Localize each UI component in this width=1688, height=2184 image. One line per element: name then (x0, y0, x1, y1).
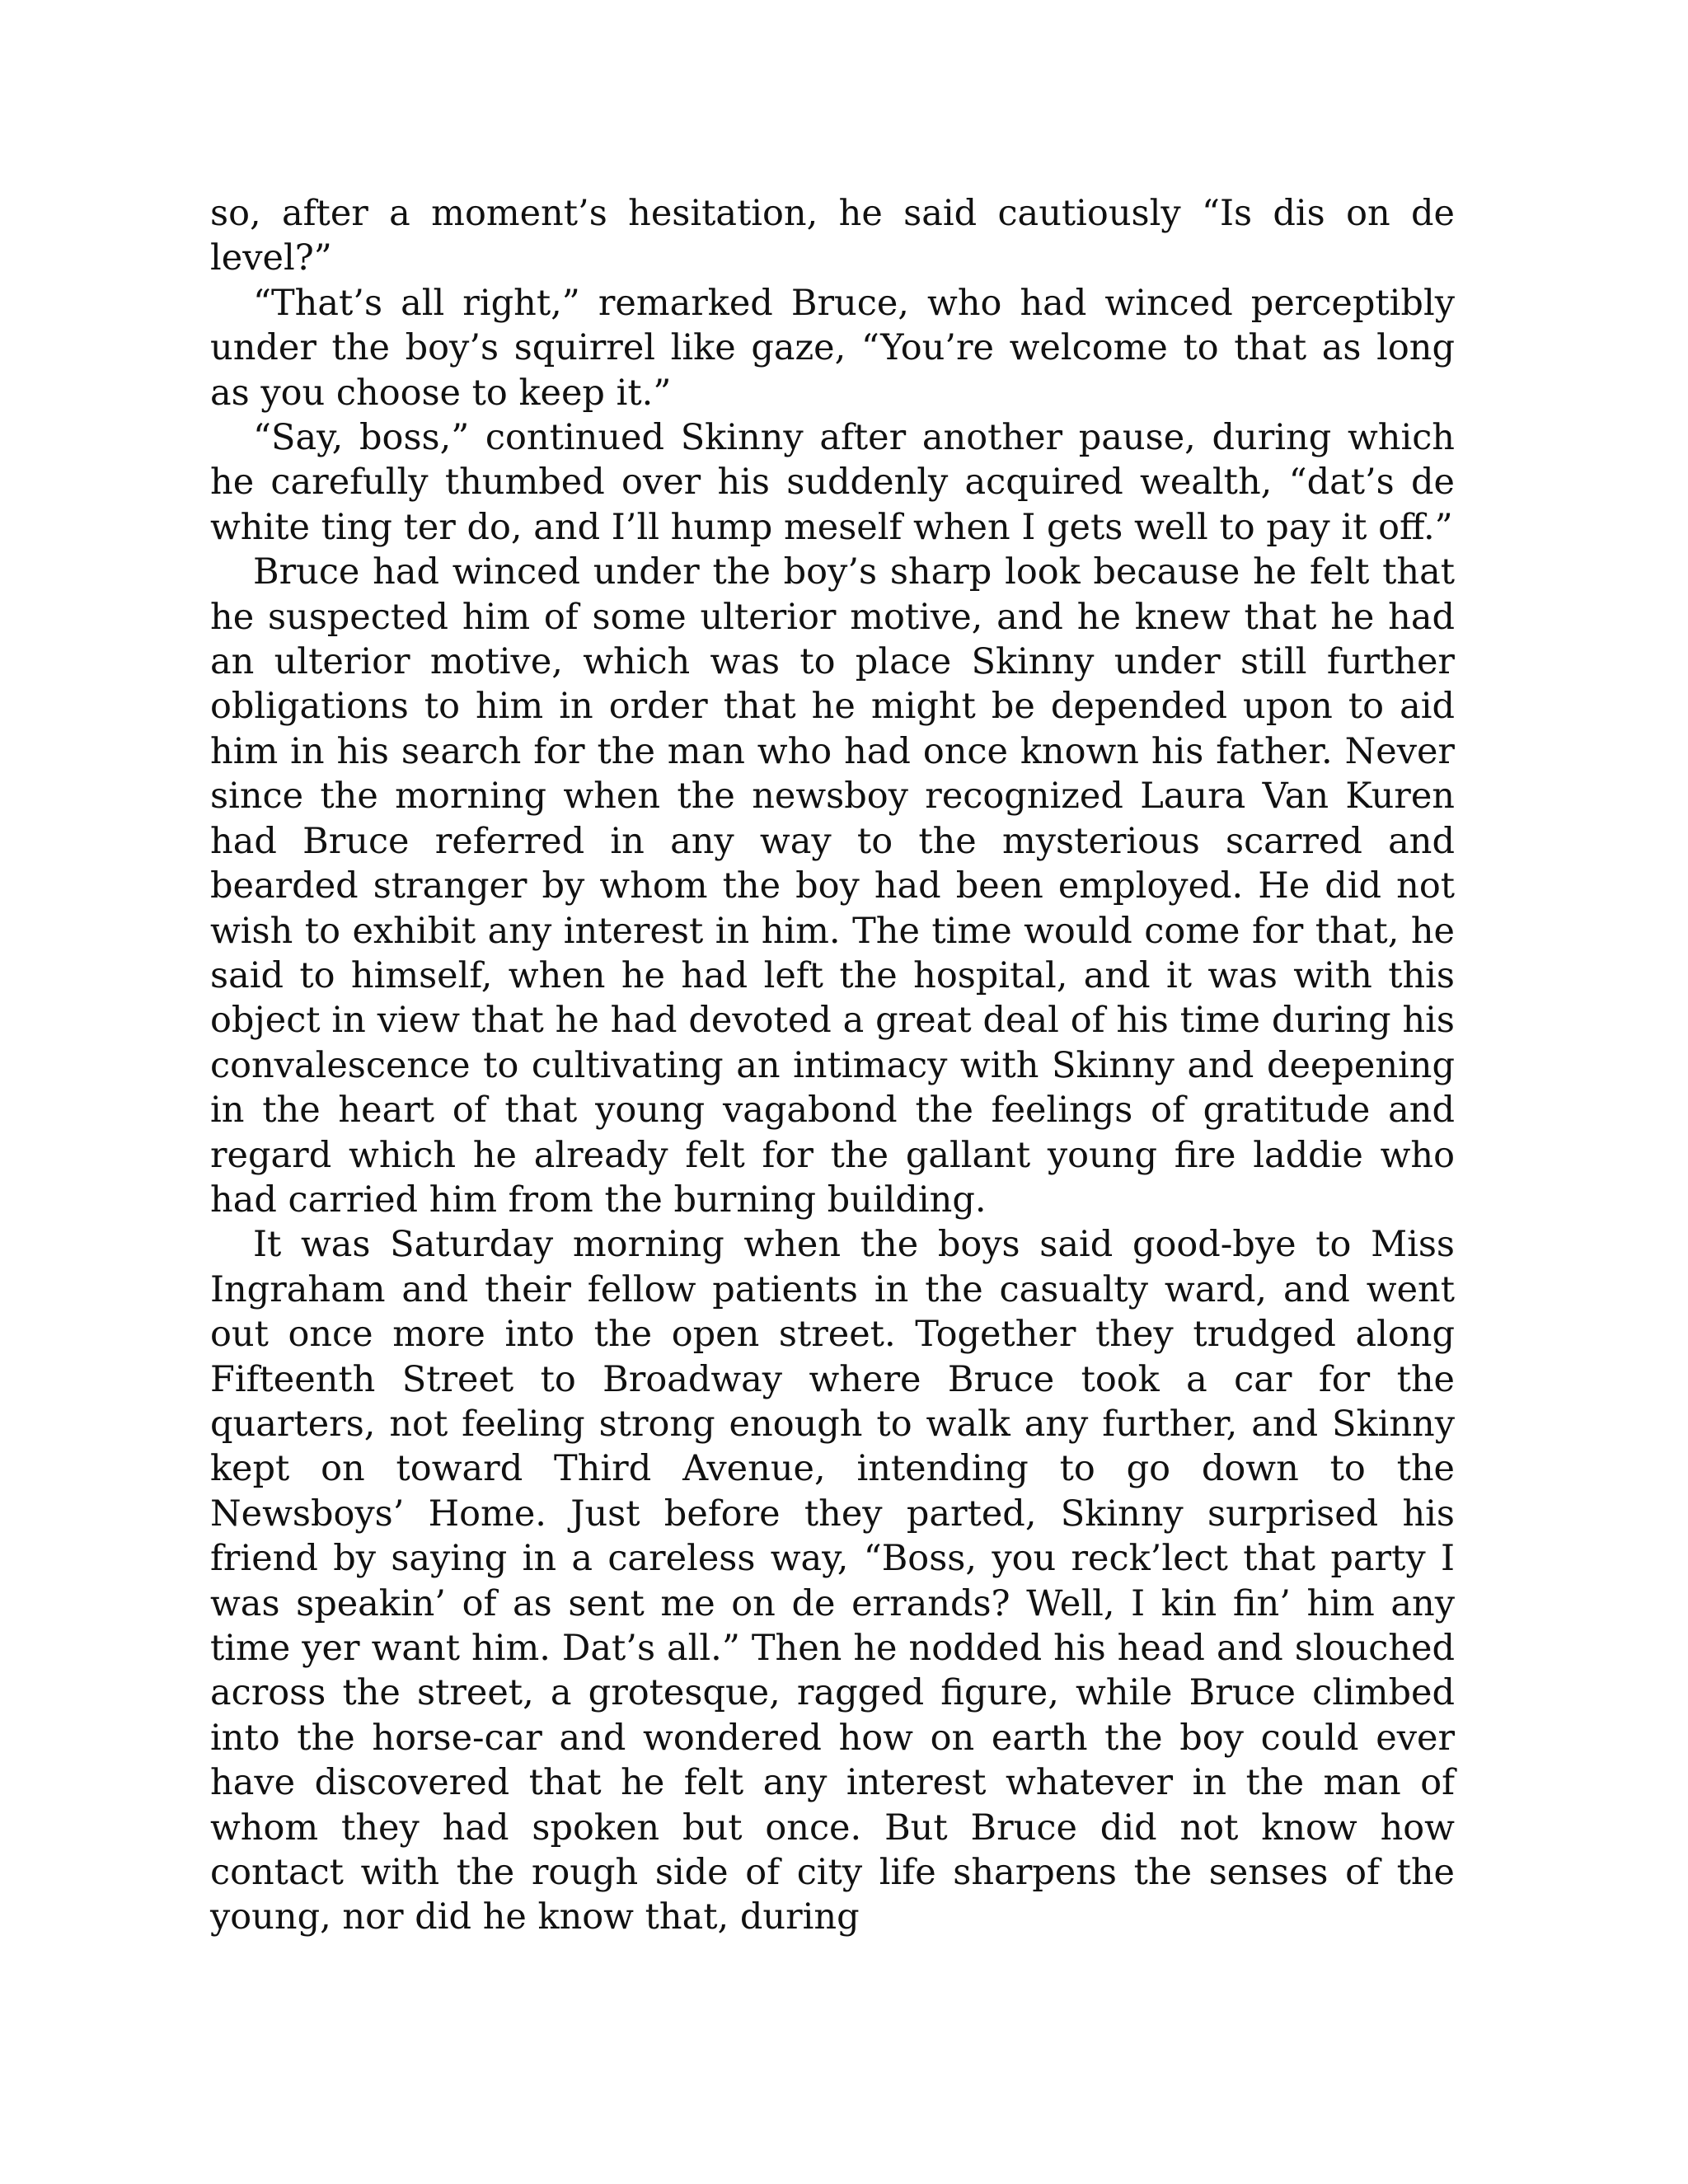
paragraph-5: It was Saturday morning when the boys said good-bye to Miss Ingraham and their fellow patients in the casualty ward, and went out once more into the open street. Together they trudged along Fifteenth Street to Broadway where Bruce took a car for the quarters, not feeling strong enough to walk any further, and Skinny kept on toward Third Avenue, intending to go down to the Newsboys’ Home. Just before they parted, Skinny surprised his friend by saying in a careless way, “Boss, you reck’lect that party I was speakin’ of as sent me on de errands? Well, I kin fin’ him any time yer want him. Dat’s all.” Then he nodded his head and slouched across the street, a grotesque, ragged figure, while Bruce climbed into the horse-car and wondered how on earth the boy could ever have discovered that he felt any interest whatever in the man of whom they had spoken but once. But Bruce did not know how contact with the rough side of city life sharpens the senses of the young, nor did he know that, during (210, 1224, 1455, 1938)
paragraph-3: “Say, boss,” continued Skinny after another pause, during which he carefully thumbed over his suddenly acquired wealth, “dat’s de white ting ter do, and I’ll hump meself when I gets well to pay it off.” (210, 417, 1455, 548)
paragraph-4: Bruce had winced under the boy’s sharp look because he felt that he suspected him of some ulterior motive, and he knew that he had an ulterior motive, which was to place Skinny under still further obligations to him in order that he might be depended upon to aid him in his search for the man who had once known his father. Never since the morning when the newsboy recognized Laura Van Kuren had Bruce referred in any way to the mysterious scarred and bearded stranger by whom the boy had been employed. He did not wish to exhibit any interest in him. The time would come for that, he said to himself, when he had left the hospital, and it was with this object in view that he had devoted a great deal of his time during his convalescence to cultivating an intimacy with Skinny and deepening in the heart of that young vagabond the feelings of gratitude and regard which he already felt for the gallant young fire laddie who had carried him from the burning building. (210, 551, 1455, 1221)
page-text (210, 191, 1455, 1940)
paragraph-1: so, after a moment’s hesitation, he said cautiously “Is dis on de level?” (210, 193, 1455, 279)
paragraph-2: “That’s all right,” remarked Bruce, who had winced perceptibly under the boy’s squirrel like gaze, “You’re welcome to that as long as you choose to keep it.” (210, 282, 1455, 414)
